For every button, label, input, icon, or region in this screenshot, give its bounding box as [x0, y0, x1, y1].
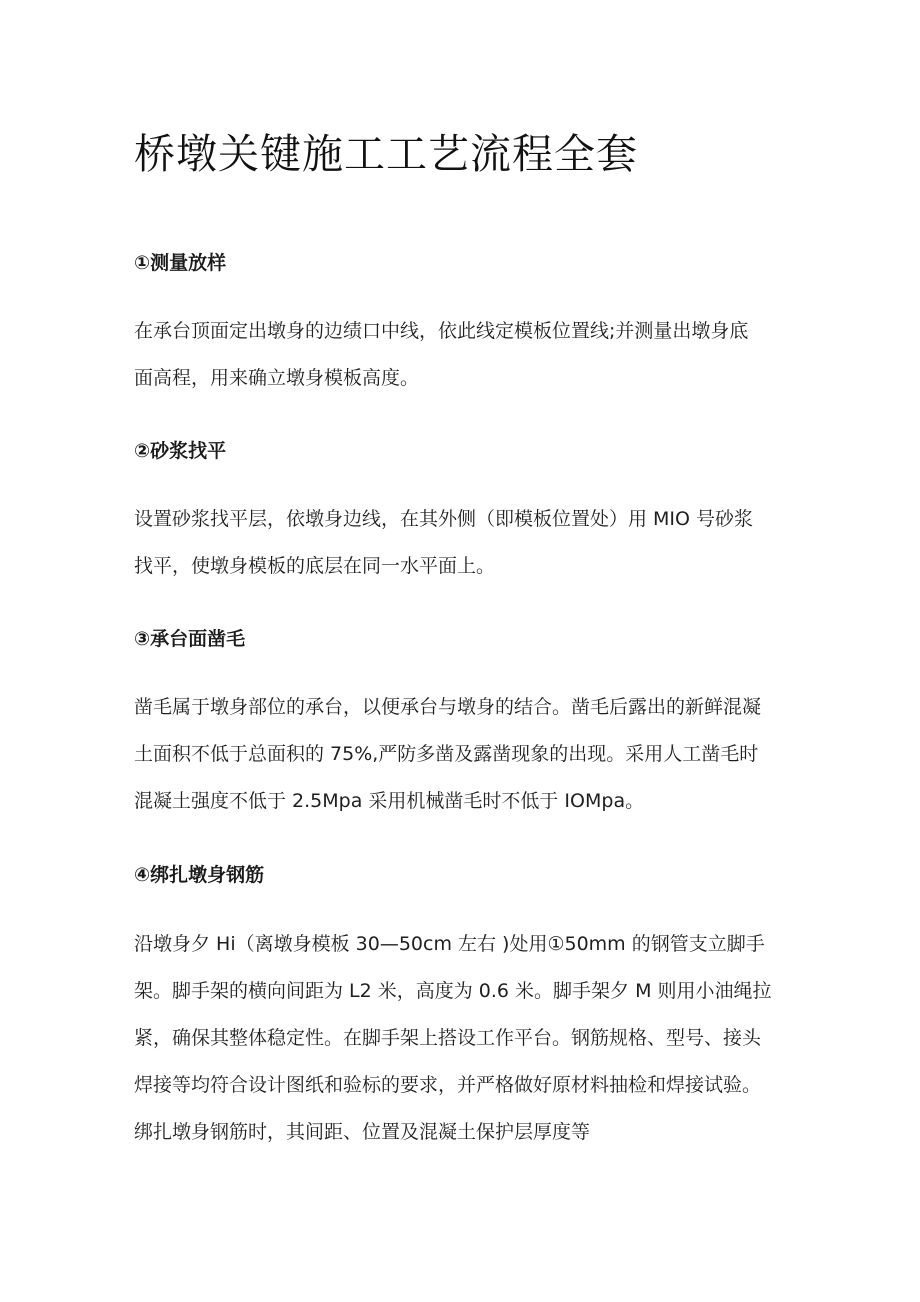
paragraph-line: 紧，确保其整体稳定性。在脚手架上搭设工作平台。钢筋规格、型号、接头 [134, 1027, 762, 1049]
section-heading-mortar-leveling: ②砂浆找平 [134, 440, 227, 462]
paragraph-line: 焊接等均符合设计图纸和验标的要求，并严格做好原材料抽检和焊接试验。 [134, 1074, 762, 1096]
section-body-surface-roughening [134, 684, 804, 825]
paragraph-line: 土面积不低于总面积的 75%,严防多凿及露凿现象的出现。采用人工凿毛时 [134, 743, 759, 765]
paragraph-line: 面高程，用来确立墩身模板高度。 [134, 367, 420, 389]
page-title: 桥墩关键施工工艺流程全套 [134, 130, 638, 178]
paragraph-line: 设置砂浆找平层，依墩身边线，在其外侧（即模板位置处）用 MIO 号砂浆 [134, 508, 754, 530]
paragraph-line: 架。脚手架的横向间距为 L2 米，高度为 0.6 米。脚手架夕 M 则用小油绳拉 [134, 980, 772, 1002]
section-body-rebar-binding [134, 921, 804, 1156]
section-heading-survey: ①测量放样 [134, 252, 227, 274]
section-heading-surface-roughening: ③承台面凿毛 [134, 628, 246, 650]
paragraph-line: 凿毛属于墩身部位的承台，以便承台与墩身的结合。凿毛后露出的新鲜混凝 [134, 696, 762, 718]
section-heading-rebar-binding: ④绑扎墩身钢筋 [134, 864, 265, 886]
paragraph-line: 混凝土强度不低于 2.5Mpa 采用机械凿毛时不低于 IOMpa。 [134, 790, 645, 812]
section-body-survey [134, 308, 804, 402]
paragraph-line: 绑扎墩身钢筋时，其间距、位置及混凝土保护层厚度等 [134, 1121, 591, 1143]
paragraph-line: 找平，使墩身模板的底层在同一水平面上。 [134, 555, 496, 577]
section-body-mortar-leveling [134, 496, 804, 590]
paragraph-line: 沿墩身夕 Hi（离墩身模板 30—50cm 左右 )处用①50mm 的钢管支立脚手 [134, 933, 765, 955]
paragraph-line: 在承台顶面定出墩身的边绩口中线，依此线定模板位置线;并测量出墩身底 [134, 320, 749, 342]
